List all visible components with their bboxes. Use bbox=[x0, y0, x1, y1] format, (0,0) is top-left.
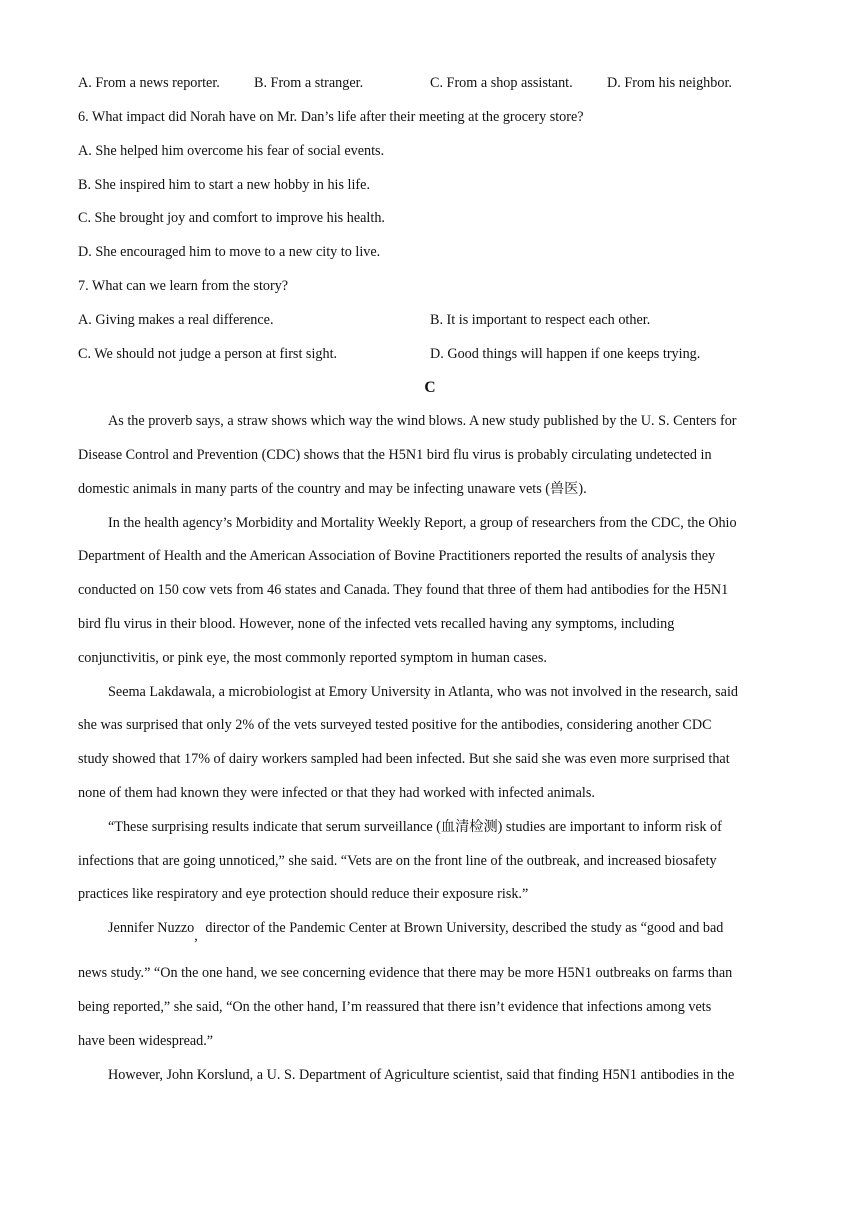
section-heading: C bbox=[424, 379, 436, 396]
passage-line: practices like respiratory and eye protection should reduce their exposure risk.” bbox=[78, 886, 529, 902]
passage-line: being reported,” she said, “On the other hand, I’m reassured that there isn’t evidence that infections among vets bbox=[78, 999, 712, 1015]
q6-option-a: A. She helped him overcome his fear of social events. bbox=[78, 143, 385, 159]
passage-text: director of the Pandemic Center at Brown University, described the study as “good and bad bbox=[205, 920, 724, 936]
passage-line: bird flu virus in their blood. However, none of the infected vets recalled having any symptoms, including bbox=[78, 616, 675, 632]
person-name: Jennifer Nuzzo bbox=[108, 920, 195, 936]
passage-line: domestic animals in many parts of the country and may be infecting unaware vets (兽医). bbox=[78, 481, 587, 497]
q6-option-d: D. She encouraged him to move to a new city to live. bbox=[78, 244, 381, 260]
q6-option-c: C. She brought joy and comfort to improve his health. bbox=[78, 210, 385, 226]
q5-option-c: C. From a shop assistant. bbox=[430, 75, 573, 91]
passage-line: infections that are going unnoticed,” she said. “Vets are on the front line of the outbreak, and increased biosafety bbox=[78, 853, 717, 869]
passage-line: However, John Korslund, a U. S. Department of Agriculture scientist, said that finding H5N1 antibodies in the bbox=[108, 1067, 735, 1083]
passage-line: conducted on 150 cow vets from 46 states and Canada. They found that three of them had antibodies for the H5N1 bbox=[78, 582, 729, 598]
passage-line: news study.” “On the one hand, we see concerning evidence that there may be more H5N1 outbreaks on farms than bbox=[78, 965, 733, 981]
q6-question: 6. What impact did Norah have on Mr. Dan’s life after their meeting at the grocery store? bbox=[78, 109, 584, 125]
passage-line: Disease Control and Prevention (CDC) shows that the H5N1 bird flu virus is probably circulating undetected in bbox=[78, 447, 712, 463]
passage-line-p5-first bbox=[108, 920, 724, 944]
passage-line: Seema Lakdawala, a microbiologist at Emory University in Atlanta, who was not involved in the research, said bbox=[108, 684, 738, 700]
passage-line: In the health agency’s Morbidity and Mortality Weekly Report, a group of researchers from the CDC, the Ohio bbox=[108, 515, 737, 531]
q7-option-b: B. It is important to respect each other. bbox=[430, 312, 651, 328]
passage-line: As the proverb says, a straw shows which way the wind blows. A new study published by the U. S. Centers for bbox=[108, 413, 737, 429]
q5-option-a: A. From a news reporter. bbox=[78, 75, 220, 91]
comma-mark: , bbox=[194, 928, 198, 944]
q5-option-d: D. From his neighbor. bbox=[607, 75, 732, 91]
passage-line: study showed that 17% of dairy workers sampled had been infected. But she said she was even more surprised that bbox=[78, 751, 730, 767]
q7-option-a: A. Giving makes a real difference. bbox=[78, 312, 274, 328]
passage-line: Department of Health and the American Association of Bovine Practitioners reported the results of analysis they bbox=[78, 548, 716, 564]
q7-question: 7. What can we learn from the story? bbox=[78, 278, 289, 294]
q7-option-c: C. We should not judge a person at first sight. bbox=[78, 346, 338, 362]
passage-line: conjunctivitis, or pink eye, the most commonly reported symptom in human cases. bbox=[78, 650, 547, 666]
passage-line: “These surprising results indicate that serum surveillance (血清检测) studies are important to inform risk of bbox=[108, 819, 722, 835]
passage-line: none of them had known they were infected or that they had worked with infected animals. bbox=[78, 785, 595, 801]
q6-option-b: B. She inspired him to start a new hobby in his life. bbox=[78, 177, 370, 193]
passage-line: she was surprised that only 2% of the vets surveyed tested positive for the antibodies, considering another CDC bbox=[78, 717, 712, 733]
passage-line: have been widespread.” bbox=[78, 1033, 214, 1049]
q5-option-b: B. From a stranger. bbox=[254, 75, 364, 91]
q7-option-d: D. Good things will happen if one keeps trying. bbox=[430, 346, 701, 362]
